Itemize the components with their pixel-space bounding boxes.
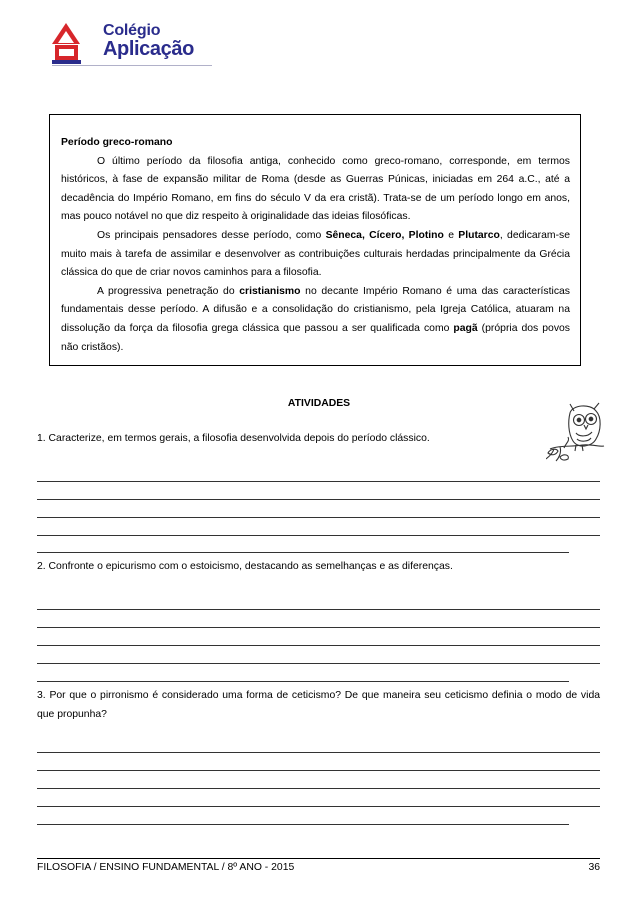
p2-thinker-names: Sêneca, Cícero, Plotino <box>325 229 444 241</box>
paragraph-2 <box>61 227 570 283</box>
answer-line[interactable] <box>37 770 600 771</box>
question-3: 3. Por que o pirronismo é considerado uma forma de ceticismo? De que maneira seu ceticismo definia o modo de vida que propunha? <box>37 690 600 720</box>
question-1: 1. Caracterize, em termos gerais, a filosofia desenvolvida depois do período clássico. <box>37 433 430 444</box>
header-divider <box>52 65 212 66</box>
answer-line[interactable] <box>37 627 600 628</box>
question-2: 2. Confronte o epicurismo com o estoicismo, destacando as semelhanças e as diferenças. <box>37 561 453 572</box>
reading-text-box <box>49 114 581 366</box>
p3-text-end: (própria dos povos não cristãos). <box>61 322 570 353</box>
answer-line[interactable] <box>37 752 600 753</box>
answer-line[interactable] <box>37 499 600 500</box>
p3-term-cristianismo: cristianismo <box>239 285 301 297</box>
answer-line[interactable] <box>37 645 600 646</box>
p2-thinker-last: Plutarco <box>458 229 500 241</box>
p2-text-start: Os principais pensadores desse período, como <box>97 229 326 241</box>
p3-text-middle: no decante Império Romano é uma das características fundamentais desse período. A difusão e a consolidação do cristianismo, pela Igreja Católica, atuaram na dissolução da força da filosofia grega clássica que passou a ser qualificada como <box>61 285 570 334</box>
p3-term-paga: pagã <box>453 322 478 334</box>
activities-title: ATIVIDADES <box>287 398 351 409</box>
logo-emblem-icon <box>52 23 81 64</box>
answer-line[interactable] <box>37 681 569 682</box>
p3-text-start: A progressiva penetração do <box>97 285 240 297</box>
p2-text-and: e <box>443 229 459 241</box>
footer-course-info: FILOSOFIA / ENSINO FUNDAMENTAL / 8º ANO - 2015 <box>37 862 295 873</box>
answer-line[interactable] <box>37 609 600 610</box>
answer-line[interactable] <box>37 806 600 807</box>
answer-line[interactable] <box>37 788 600 789</box>
paragraph-1: O último período da filosofia antiga, conhecido como greco-romano, corresponde, em termos históricos, à fase de expansão militar de Roma (desde as Guerras Púnicas, iniciadas em 264 a.C., até a decadência do Império Romano, em fins do século V da era cristã). Trata-se de um período longo em anos, mas pouco notável no que diz respeito à originalidade das ideias filosóficas. <box>61 155 570 223</box>
paragraph-3 <box>61 283 570 357</box>
answer-line[interactable] <box>37 663 600 664</box>
logo-text-aplicacao: Aplicação <box>103 38 194 60</box>
text-box-title: Período greco-romano <box>61 137 173 148</box>
p2-text-end: , dedicaram-se muito mais à tarefa de assimilar e desenvolver as contribuições culturais herdadas principalmente da Grécia clássica do que de criar novos caminhos para a filosofia. <box>61 229 570 279</box>
answer-line[interactable] <box>37 517 600 518</box>
footer-divider <box>37 858 600 859</box>
answer-line[interactable] <box>37 824 569 825</box>
logo-text-colegio: Colégio <box>103 22 161 39</box>
answer-line[interactable] <box>37 552 569 553</box>
page-number: 36 <box>588 862 600 873</box>
answer-line[interactable] <box>37 481 600 482</box>
answer-line[interactable] <box>37 535 600 536</box>
